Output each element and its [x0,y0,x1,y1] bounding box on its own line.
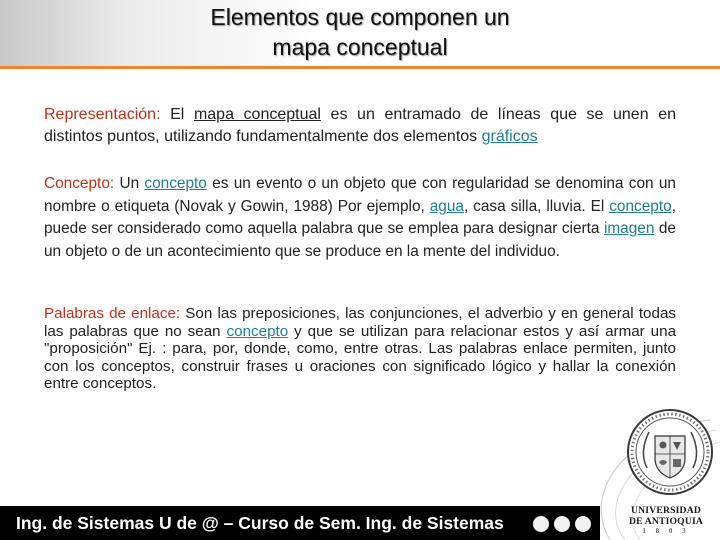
footer-dot-icon [575,516,591,532]
text-segment: Un [114,175,145,192]
title-line-2: mapa conceptual [272,34,448,60]
link-imagen[interactable]: imagen [603,220,655,237]
paragraph-representacion [44,104,676,148]
university-founding-year: 1 8 0 3 [642,527,690,535]
paragraph-palabras-enlace [44,305,676,393]
university-name-line-1: UNIVERSIDAD [631,505,701,516]
link-agua[interactable]: agua [429,197,464,215]
text-segment: y que se utilizan para relacionar estos y así armar una "proposición" Ej. : para, por, donde, como, entre otras. Las palabras enlace permiten, junto con los conceptos, construir frases u oraciones con significado lógico y hallar la conexión entre conceptos. [44,322,677,392]
university-wordmark [613,505,719,536]
link-mapa-conceptual[interactable]: mapa conceptual [193,106,321,123]
text-segment: El [160,106,194,123]
text-segment: de un objeto o de un acontecimiento que se produce en la mente del individuo. [44,220,676,260]
text-segment: , puede ser considerado como aquella palabra que se emplea para designar cierta [44,197,676,237]
link-graficos[interactable]: gráficos [481,128,538,145]
term-palabras-enlace: Palabras de enlace: [44,305,181,322]
text-segment: Son las preposiciones, las conjunciones, el adverbio y en general todas las palabras que no sean [44,305,676,340]
university-name-line-2: DE ANTIOQUIA [628,516,704,527]
slide-header [0,0,720,66]
link-concepto[interactable]: concepto [226,322,289,340]
text-segment: es un entramado de líneas que se unen en distintos puntos, utilizando fundamentalmente dos elementos [44,106,676,145]
text-segment: es un evento o un objeto que con regularidad se denomina con un nombre o etiqueta (Novak y Gowin, 1988) Por ejemplo, [44,175,676,215]
text-segment: , casa silla, lluvia. El [463,197,610,215]
header-divider [0,66,720,69]
title-line-1: Elementos que componen un [210,4,510,30]
footer-bar [0,506,600,540]
paragraph-concepto [44,173,676,263]
footer-text: Ing. de Sistemas U de @ – Curso de Sem. Ing. de Sistemas [16,513,504,533]
term-representacion: Representación: [44,106,161,123]
link-concepto[interactable]: concepto [609,197,672,215]
footer-dot-icon [533,516,549,532]
link-concepto[interactable]: concepto [144,175,207,192]
term-concepto: Concepto: [44,175,115,192]
footer-dot-icon [554,516,570,532]
university-seal-icon [625,406,715,498]
slide-title [60,2,660,62]
